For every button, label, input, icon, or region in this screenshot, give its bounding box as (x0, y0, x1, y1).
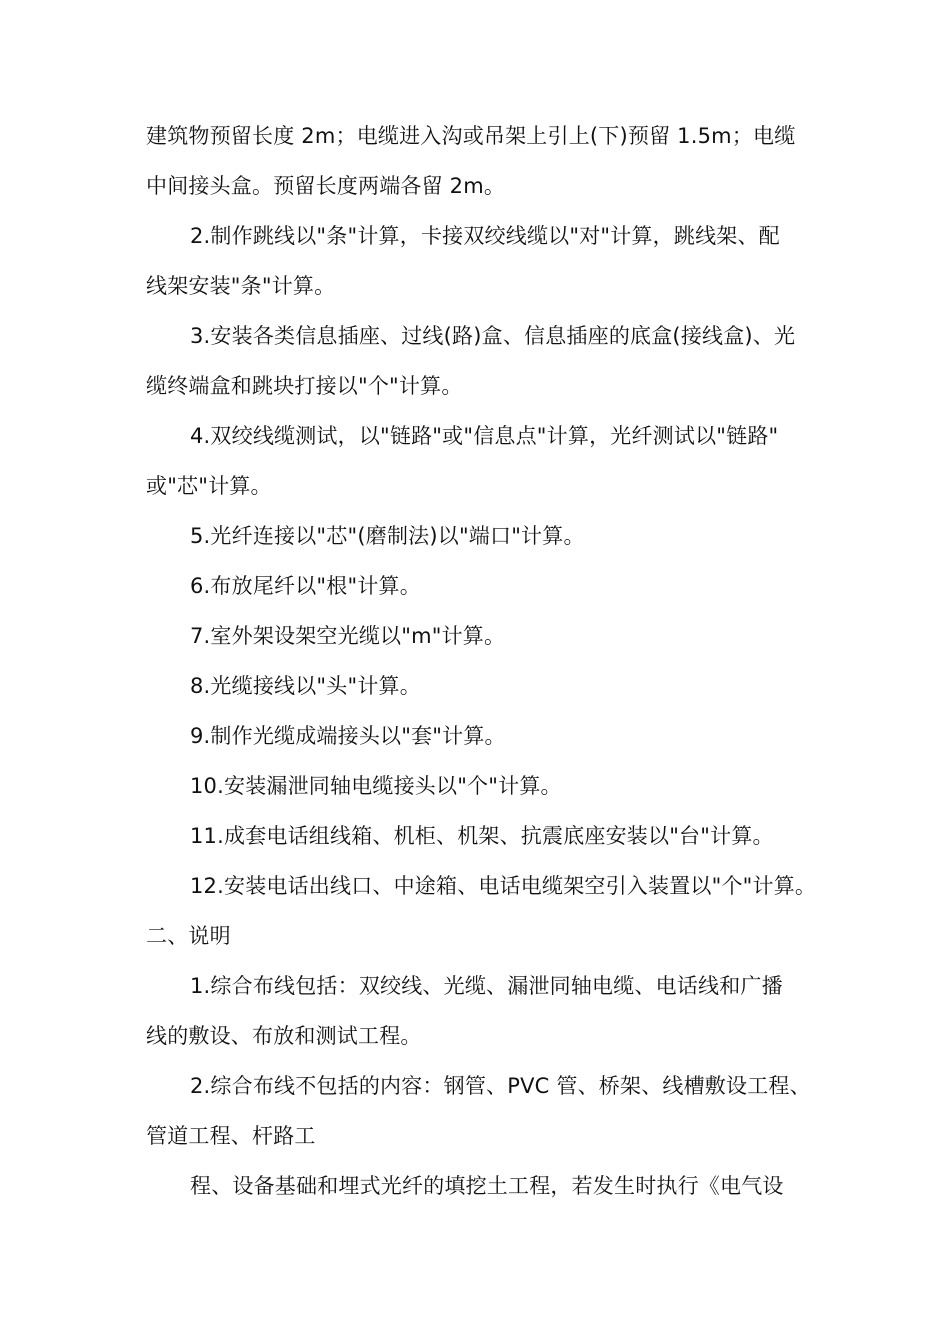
text-line: 3.安装各类信息插座、过线(路)盒、信息插座的底盒(接线盒)、光 (190, 324, 796, 348)
text-line: 或"芯"计算。 (146, 474, 272, 498)
text-line: 管道工程、杆路工 (146, 1124, 316, 1148)
text-line: 线架安装"条"计算。 (146, 274, 336, 298)
text-line: 5.光纤连接以"芯"(磨制法)以"端口"计算。 (190, 524, 585, 548)
section-heading: 二、说明 (146, 924, 231, 948)
text-line: 6.布放尾纤以"根"计算。 (190, 574, 421, 598)
text-line: 11.成套电话组线箱、机柜、机架、抗震底座安装以"台"计算。 (190, 824, 774, 848)
text-line: 2.综合布线不包括的内容：钢管、PVC 管、桥架、线槽敷设工程、 (190, 1074, 811, 1098)
text-line: 8.光缆接线以"头"计算。 (190, 674, 421, 698)
text-line: 线的敷设、布放和测试工程。 (146, 1024, 422, 1048)
text-line: 1.综合布线包括：双绞线、光缆、漏泄同轴电缆、电话线和广播 (190, 974, 783, 998)
text-line: 中间接头盒。预留长度两端各留 2m。 (146, 174, 506, 198)
text-line: 9.制作光缆成端接头以"套"计算。 (190, 724, 506, 748)
text-line: 10.安装漏泄同轴电缆接头以"个"计算。 (190, 774, 562, 798)
text-line: 2.制作跳线以"条"计算，卡接双绞线缆以"对"计算，跳线架、配 (190, 224, 780, 248)
text-line: 建筑物预留长度 2m；电缆进入沟或吊架上引上(下)预留 1.5m；电缆 (146, 124, 796, 148)
text-line: 7.室外架设架空光缆以"m"计算。 (190, 624, 506, 648)
text-line: 4.双绞线缆测试，以"链路"或"信息点"计算，光纤测试以"链路" (190, 424, 779, 448)
text-line: 程、设备基础和埋式光纤的填挖土工程，若发生时执行《电气设 (190, 1174, 784, 1198)
text-line: 缆终端盒和跳块打接以"个"计算。 (146, 374, 463, 398)
text-line: 12.安装电话出线口、中途箱、电话电缆架空引入装置以"个"计算。 (190, 874, 817, 898)
